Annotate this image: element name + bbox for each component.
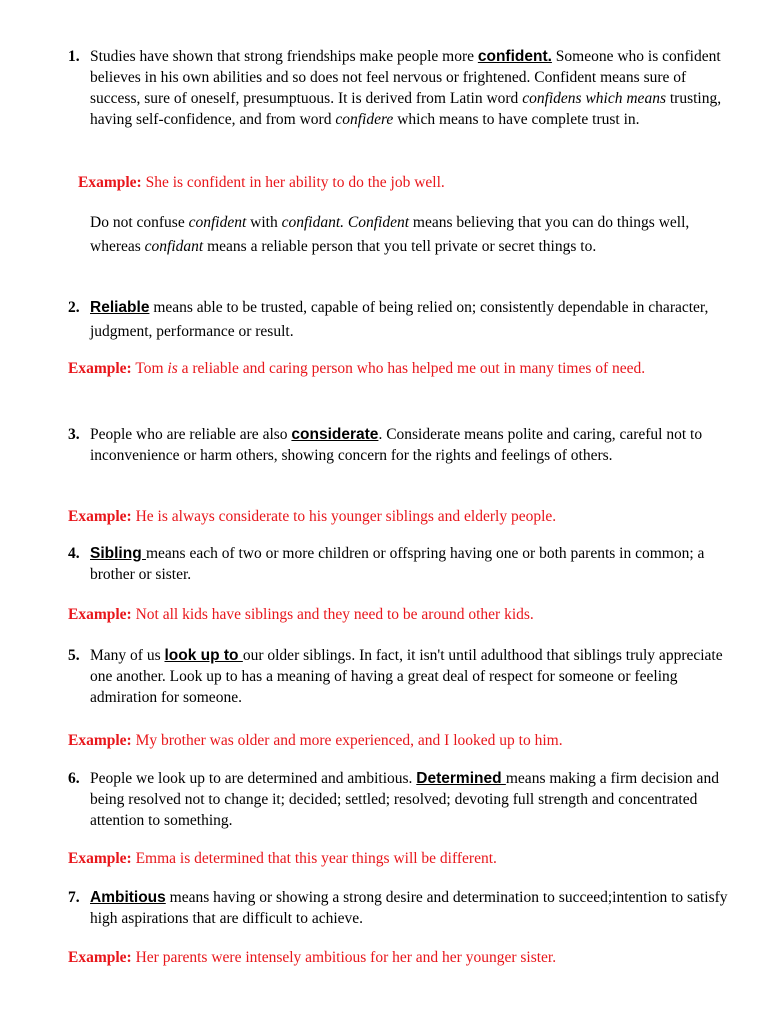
vocab-term: Sibling: [90, 545, 146, 562]
example-1: Example: She is confident in her ability to do the job well.: [78, 174, 445, 191]
vocab-term: Reliable: [90, 299, 150, 316]
entry-text: Reliable means able to be trusted, capable of being relied on; consistently dependable in character, judgment, performance or result.: [90, 299, 709, 340]
entry-text: People we look up to are determined and ambitious. Determined means making a firm decision and being resolved not to change it; decided; settled; resolved; devoting full strength and concentrated attention to something.: [90, 770, 719, 829]
example-3: Example: He is always considerate to his younger siblings and elderly people.: [68, 508, 557, 525]
vocab-term: considerate: [291, 426, 379, 443]
example-label: Example:: [78, 174, 142, 191]
entry-number: 7.: [68, 889, 80, 906]
example-label: Example:: [68, 949, 132, 966]
example-2: Example: Tom is a reliable and caring person who has helped me out in many times of need.: [68, 360, 646, 377]
entry-1: [68, 46, 728, 130]
entry-4: [68, 543, 728, 585]
entry-2: [68, 296, 728, 344]
example-7: Example: Her parents were intensely ambitious for her and her younger sister.: [68, 949, 557, 966]
entry-6: [68, 768, 728, 831]
vocab-term: confident.: [477, 48, 552, 65]
entry-number: 4.: [68, 545, 80, 562]
vocab-term: look up to: [164, 647, 243, 664]
entry-7: [68, 887, 728, 929]
example-label: Example:: [68, 850, 132, 867]
vocab-term: Ambitious: [90, 889, 166, 906]
example-label: Example:: [68, 732, 132, 749]
vocab-term: Determined: [416, 770, 506, 787]
example-label: Example:: [68, 508, 132, 525]
example-6: Example: Emma is determined that this year things will be different.: [68, 850, 497, 867]
entry-text: People who are reliable are also considerate. Considerate means polite and caring, careful not to inconvenience or harm others, showing concern for the rights and feelings of others.: [90, 426, 703, 464]
entry-number: 3.: [68, 426, 80, 443]
entry-text: Studies have shown that strong friendships make people more confident. Someone who is confident believes in his own abilities and so does not feel nervous or frightened. Confident means sure of success, sure of oneself, presumptuous. It is derived from Latin word confidens which means trusting, having self-confidence, and from word confidere which means to have complete trust in.: [90, 48, 722, 128]
entry-number: 2.: [68, 299, 80, 316]
entry-3: [68, 424, 728, 466]
entry-text: Many of us look up to our older siblings. In fact, it isn't until adulthood that siblings truly appreciate one another. Look up to has a meaning of having a great deal of respect for someone or feeling admiration for someone.: [90, 647, 723, 706]
entry-text: Sibling means each of two or more children or offspring having one or both parents in common; a brother or sister.: [90, 545, 705, 583]
example-label: Example:: [68, 606, 132, 623]
example-4: Example: Not all kids have siblings and they need to be around other kids.: [68, 606, 534, 623]
example-label: Example:: [68, 360, 132, 377]
entry-number: 6.: [68, 770, 80, 787]
entry-text: Ambitious means having or showing a strong desire and determination to succeed;intention to satisfy high aspirations that are difficult to achieve.: [90, 889, 728, 927]
entry-number: 1.: [68, 48, 80, 65]
entry-5: [68, 645, 728, 708]
entry-number: 5.: [68, 647, 80, 664]
example-5: Example: My brother was older and more experienced, and I looked up to him.: [68, 732, 563, 749]
confusion-note: Do not confuse confident with confidant. Confident means believing that you can do things well, whereas confidant means a reliable person that you tell private or secret things to.: [90, 214, 690, 255]
